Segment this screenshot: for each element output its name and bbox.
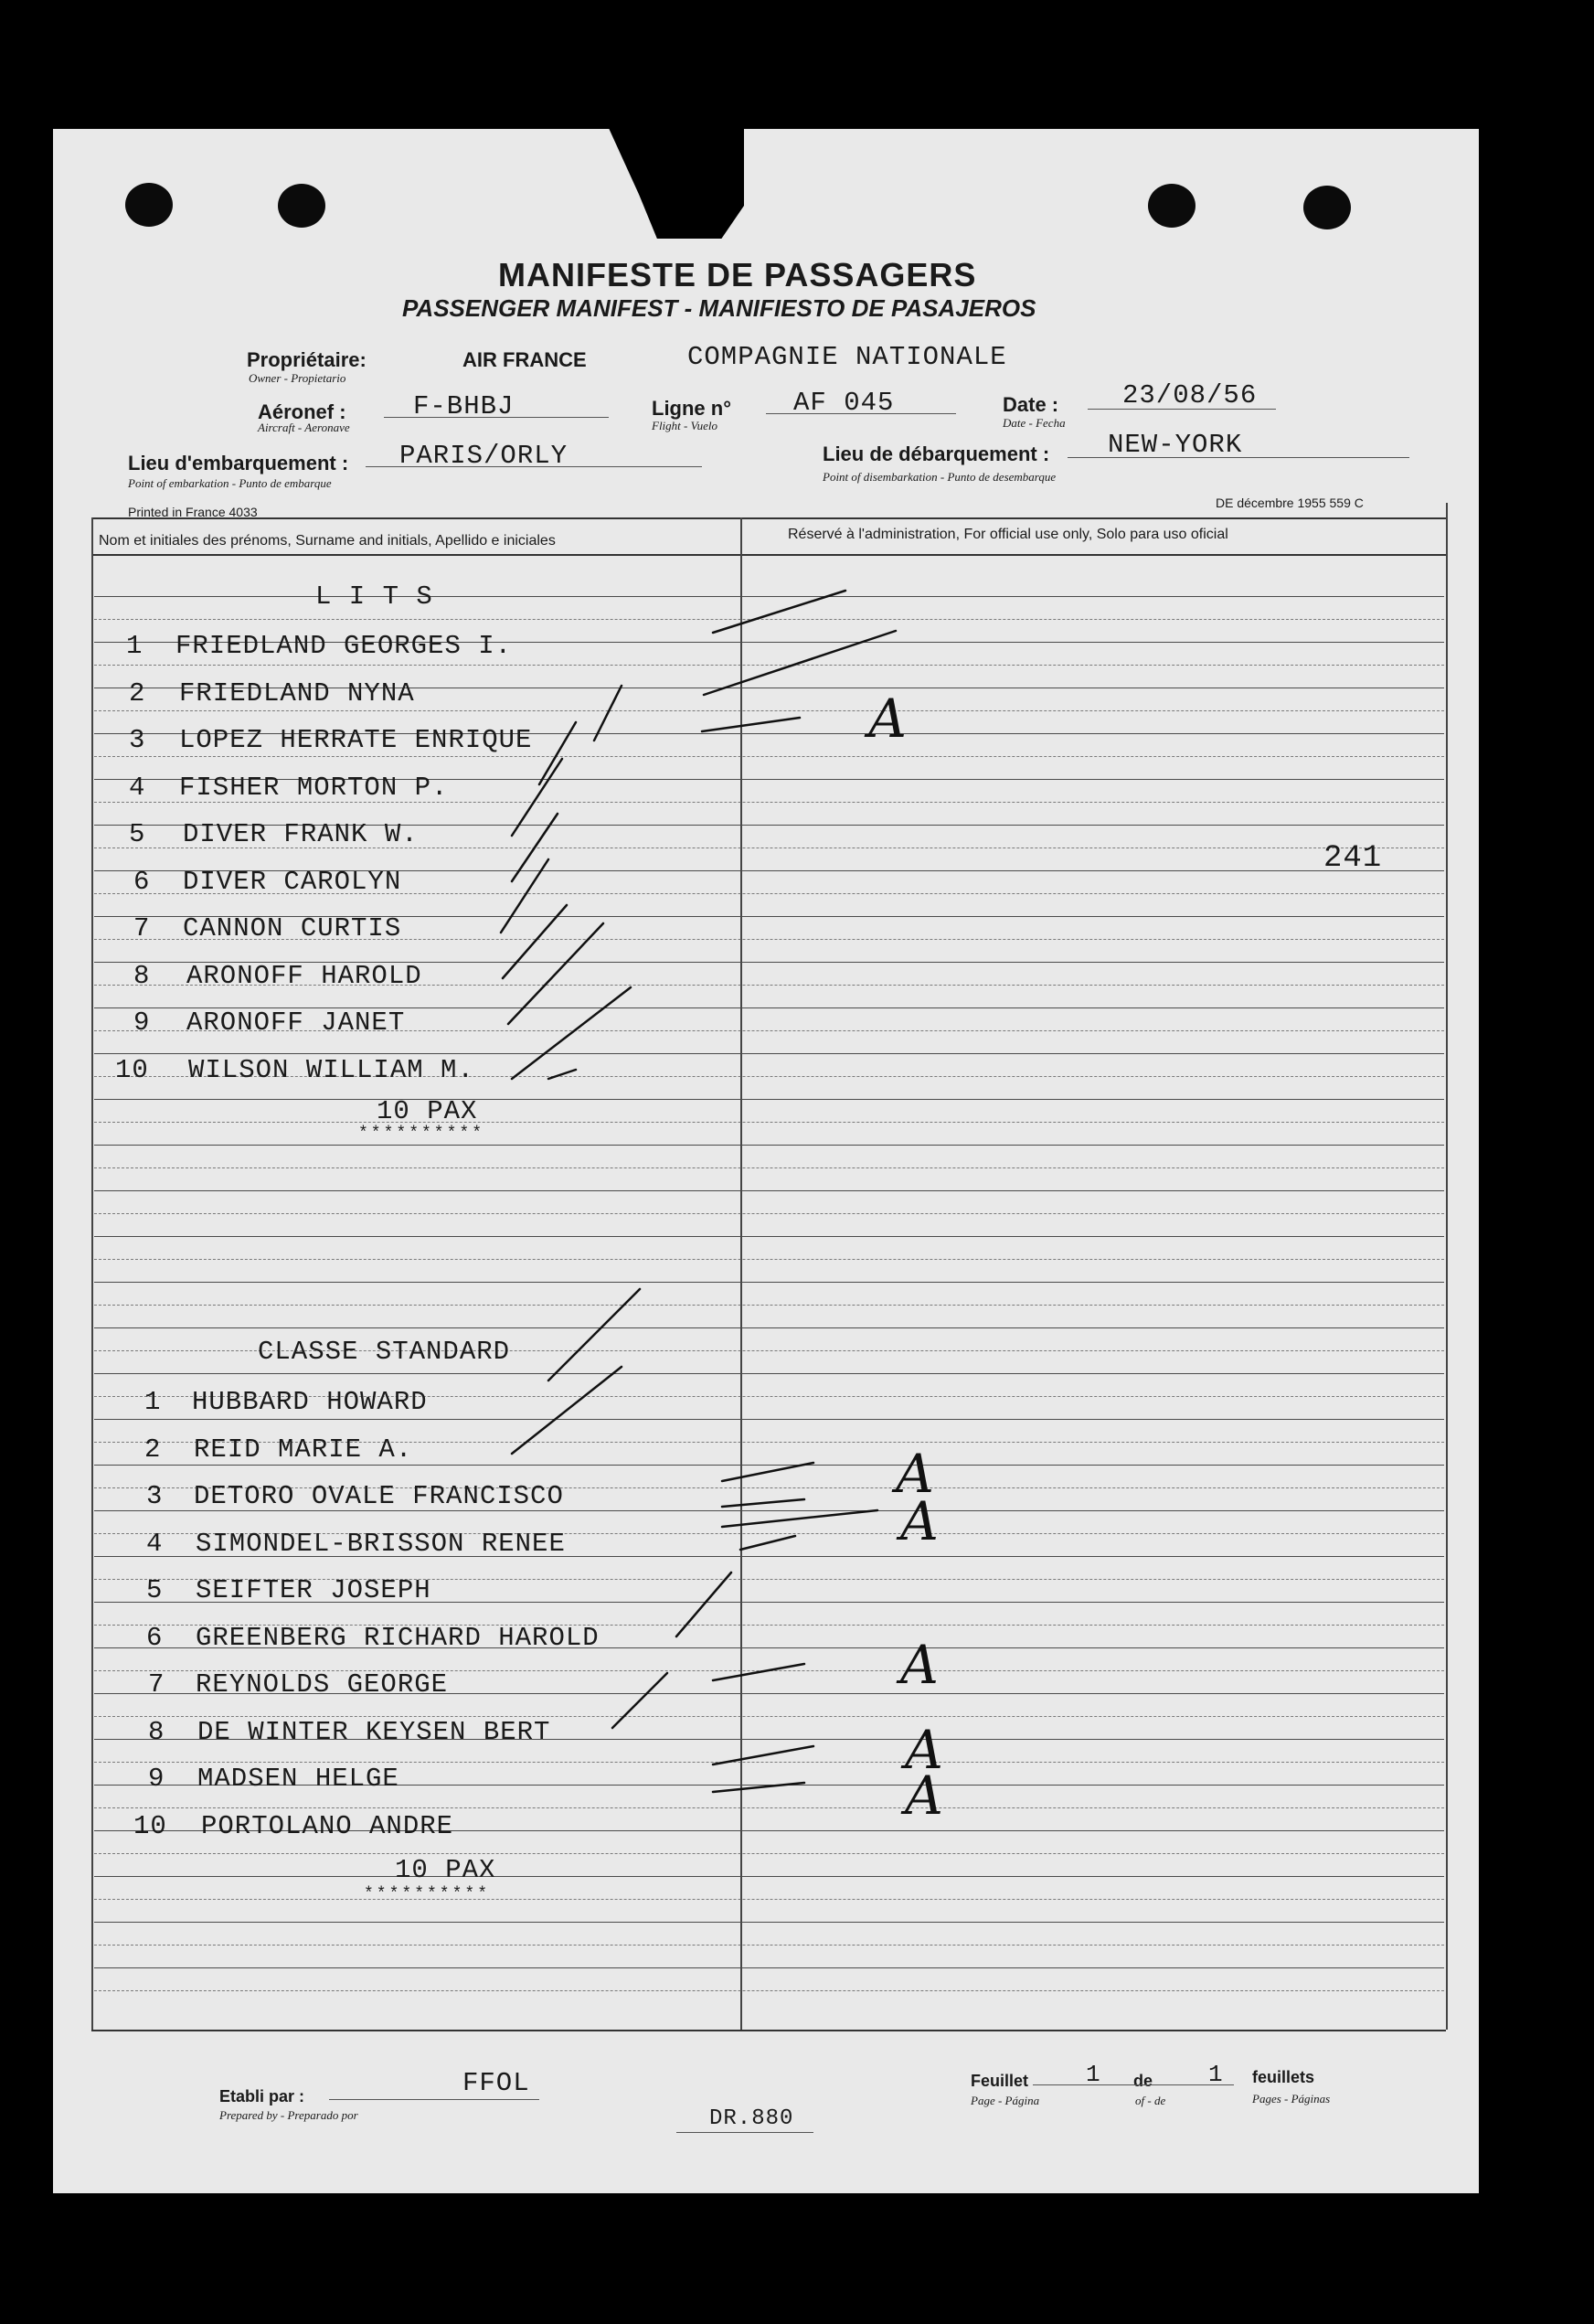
page-number: 1 — [1086, 2061, 1101, 2088]
admin-mark-a: A — [900, 1634, 939, 1696]
flight-value: AF 045 — [793, 388, 895, 418]
aircraft-value: F-BHBJ — [413, 391, 515, 421]
of-sublabel: of - de — [1135, 2094, 1166, 2107]
passenger-number: 8 — [148, 1717, 165, 1747]
disembark-label: Lieu de débarquement : — [823, 442, 1050, 465]
admin-mark-a: A — [896, 1443, 934, 1505]
passenger-number: 6 — [133, 867, 151, 897]
disembark-sublabel: Point of disembarkation - Punto de desembarque — [823, 470, 1057, 484]
passenger-name: DIVER CAROLYN — [183, 867, 402, 897]
passenger-name: GREENBERG RICHARD HAROLD — [196, 1623, 600, 1653]
date-label: Date : — [1003, 393, 1059, 416]
passenger-number: 3 — [129, 725, 146, 755]
passenger-name: REYNOLDS GEORGE — [196, 1669, 449, 1700]
admin-mark-a: A — [900, 1490, 939, 1552]
date-value: 23/08/56 — [1122, 380, 1258, 410]
embark-sublabel: Point of embarkation - Punto de embarque — [128, 476, 332, 490]
passenger-name: MADSEN HELGE — [197, 1764, 399, 1794]
passenger-name: CANNON CURTIS — [183, 913, 402, 943]
passenger-number: 10 — [115, 1055, 149, 1085]
prepared-label: Etabli par : — [219, 2087, 305, 2105]
section-stars-lits: ********** — [358, 1125, 485, 1143]
date-sublabel: Date - Fecha — [1003, 416, 1066, 430]
annotation-number: 241 — [1323, 841, 1383, 876]
passenger-name: PORTOLANO ANDRE — [201, 1811, 454, 1841]
passenger-name: LOPEZ HERRATE ENRIQUE — [179, 725, 533, 755]
table-bottom-border — [91, 2030, 1446, 2031]
page-underline — [1033, 2084, 1234, 2085]
passenger-number: 8 — [133, 961, 151, 991]
passenger-number: 3 — [146, 1481, 164, 1511]
prepared-code: DR.880 — [709, 2106, 794, 2131]
passenger-name: WILSON WILLIAM M. — [188, 1055, 474, 1085]
passenger-number: 10 — [133, 1811, 167, 1841]
embark-label: Lieu d'embarquement : — [128, 452, 349, 474]
pages-label: feuillets — [1252, 2068, 1315, 2086]
passenger-number: 5 — [129, 819, 146, 849]
form-code: DE décembre 1955 559 C — [1216, 496, 1364, 510]
passenger-number: 7 — [133, 913, 151, 943]
passenger-name: HUBBARD HOWARD — [192, 1387, 428, 1417]
flight-label: Ligne n° — [652, 397, 732, 420]
section-total-lits: 10 PAX — [377, 1096, 478, 1126]
of-label: de — [1133, 2072, 1153, 2090]
passenger-name: REID MARIE A. — [194, 1434, 413, 1465]
passenger-name: ARONOFF JANET — [186, 1007, 406, 1038]
passenger-name: DE WINTER KEYSEN BERT — [197, 1717, 551, 1747]
passenger-number: 4 — [129, 773, 146, 803]
embark-value: PARIS/ORLY — [399, 441, 569, 471]
aircraft-sublabel: Aircraft - Aeronave — [258, 421, 350, 434]
passenger-number: 1 — [126, 631, 143, 661]
section-heading-standard: CLASSE STANDARD — [258, 1337, 511, 1367]
aircraft-label: Aéronef : — [258, 400, 346, 423]
owner-printed-value: AIR FRANCE — [462, 348, 587, 371]
passenger-name: DETORO OVALE FRANCISCO — [194, 1481, 564, 1511]
prepared-value: FFOL — [462, 2068, 530, 2098]
passenger-name: SEIFTER JOSEPH — [196, 1575, 431, 1605]
passenger-number: 2 — [129, 678, 146, 709]
passenger-name: SIMONDEL-BRISSON RENEE — [196, 1529, 566, 1559]
passenger-number: 6 — [146, 1623, 164, 1653]
section-total-standard: 10 PAX — [395, 1855, 496, 1885]
pages-sublabel: Pages - Páginas — [1252, 2092, 1331, 2105]
names-column-header: Nom et initiales des prénoms, Surname and initials, Apellido e iniciales — [99, 533, 556, 549]
disembark-value: NEW-YORK — [1108, 430, 1243, 460]
owner-label: Propriétaire: — [247, 348, 367, 371]
flight-sublabel: Flight - Vuelo — [652, 419, 717, 432]
passenger-number: 9 — [148, 1764, 165, 1794]
passenger-name: FRIEDLAND NYNA — [179, 678, 415, 709]
passenger-number: 5 — [146, 1575, 164, 1605]
passenger-name: FRIEDLAND GEORGES I. — [175, 631, 513, 661]
owner-sublabel: Owner - Propietario — [249, 371, 346, 385]
passenger-name: ARONOFF HAROLD — [186, 961, 422, 991]
admin-mark-a: A — [905, 1764, 943, 1827]
admin-mark-a: A — [868, 688, 907, 750]
passenger-name: DIVER FRANK W. — [183, 819, 419, 849]
section-heading-lits: L I T S — [315, 581, 433, 612]
section-stars-standard: ********** — [364, 1885, 491, 1903]
passenger-number: 7 — [148, 1669, 165, 1700]
prepared-code-underline — [676, 2132, 813, 2133]
passenger-number: 4 — [146, 1529, 164, 1559]
page-label: Feuillet — [971, 2072, 1029, 2090]
manifest-title: MANIFESTE DE PASSAGERS — [498, 256, 977, 293]
page-total: 1 — [1208, 2061, 1224, 2088]
printed-note: Printed in France 4033 — [128, 505, 258, 519]
prepared-sublabel: Prepared by - Preparado por — [219, 2108, 358, 2122]
passenger-number: 9 — [133, 1007, 151, 1038]
passenger-number: 1 — [144, 1387, 162, 1417]
admin-mark-a: A — [905, 1719, 943, 1781]
owner-typed-value: COMPAGNIE NATIONALE — [687, 342, 1007, 372]
manifest-subtitle: PASSENGER MANIFEST - MANIFIESTO DE PASAJEROS — [402, 294, 1036, 322]
passenger-name: FISHER MORTON P. — [179, 773, 449, 803]
page-sublabel: Page - Página — [971, 2094, 1040, 2107]
admin-column-header: Réservé à l'administration, For official use only, Solo para uso oficial — [788, 527, 1228, 542]
passenger-number: 2 — [144, 1434, 162, 1465]
prepared-underline — [329, 2099, 539, 2100]
